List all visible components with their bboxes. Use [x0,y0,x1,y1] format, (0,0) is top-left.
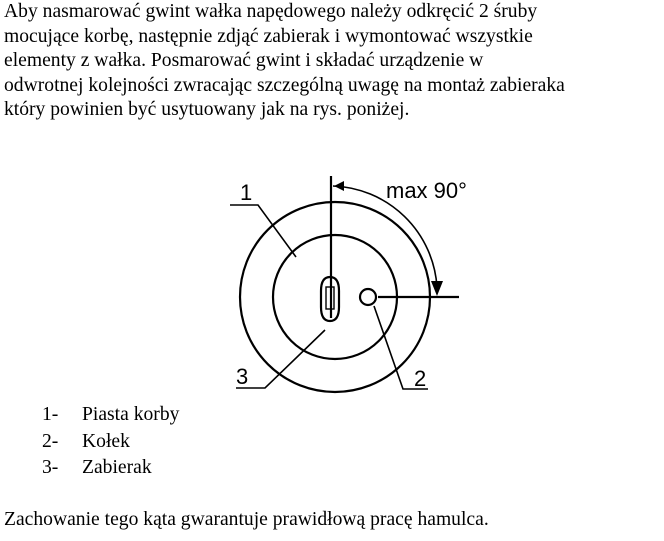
legend-label: Piasta korby [82,404,180,425]
hub-outer-circle [240,202,430,392]
hub-inner-circle [273,235,397,359]
driver-slot-inner [326,287,334,309]
callout-1-leader [230,205,296,257]
angle-arrowhead [431,281,443,296]
legend-item [42,455,179,482]
callout-2-leader [374,306,428,389]
intro-line: mocujące korbę, następnie zdjąć zabierak i wymontować wszystkie [4,25,533,47]
footer-note: Zachowanie tego kąta gwarantuje prawidłową pracę hamulca. [4,509,489,530]
callout-3-leader [236,330,325,388]
angle-start-arrowhead [334,181,344,191]
driver-slot [321,277,339,321]
callout-3-label: 3 [236,364,249,389]
intro-line: elementy z wałka. Posmarować gwint i składać urządzenie w [4,50,484,72]
legend-label: Kołek [82,430,130,452]
intro-line: Aby nasmarować gwint wałka napędowego należy odkręcić 2 śruby [4,1,538,22]
angle-arc [333,186,437,287]
legend-number: 1- [42,404,59,425]
legend-item [42,402,179,429]
legend-list [42,402,179,482]
callout-2-label: 2 [414,366,427,391]
legend-label: Zabierak [82,457,152,478]
intro-paragraph [4,0,660,123]
legend-number: 3- [42,457,59,478]
pin-circle [360,289,376,305]
angle-label: max 90° [386,178,467,203]
legend-number: 2- [42,430,59,452]
callout-1-label: 1 [240,180,253,205]
legend-item [42,429,179,456]
intro-line: odwrotnej kolejności zwracając szczególną uwagę na montaż zabieraka [4,74,565,96]
intro-line: który powinien być usytuowany jak na rys. poniżej. [4,99,410,121]
